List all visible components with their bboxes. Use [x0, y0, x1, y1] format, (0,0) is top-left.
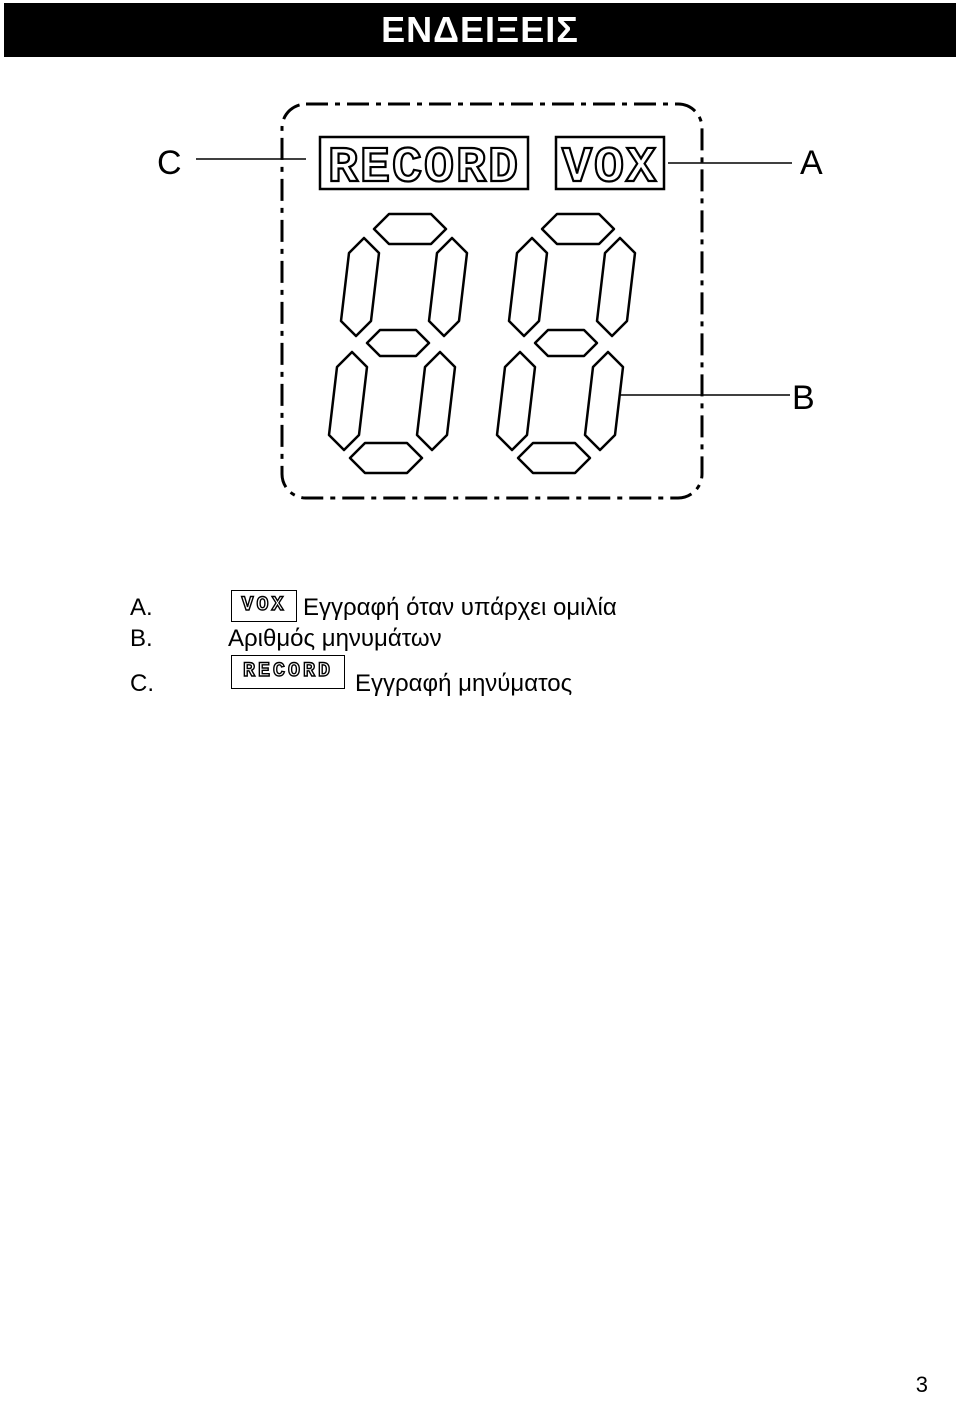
legend-letter: B.: [130, 625, 153, 652]
segment-a: [374, 214, 446, 244]
legend-letter: C.: [130, 670, 154, 697]
record-icon: RECORD: [231, 655, 345, 689]
callout-label-c: C: [157, 144, 182, 182]
lcd-display-diagram: [0, 0, 960, 560]
segment-a: [542, 214, 614, 244]
record-indicator-label: RECORD: [327, 140, 521, 197]
page-number: 3: [915, 1372, 928, 1397]
segment-c: [585, 352, 623, 450]
vox-icon: VOX: [231, 590, 297, 622]
segment-f: [509, 238, 547, 336]
seven-segment-digit-1: [329, 214, 467, 473]
legend-description: Εγγραφή μηνύματος: [355, 670, 573, 697]
segment-g: [367, 330, 429, 356]
segment-b: [597, 238, 635, 336]
segment-d: [518, 443, 590, 473]
segment-b: [429, 238, 467, 336]
segment-e: [329, 352, 367, 450]
vox-indicator-label: VOX: [561, 140, 659, 197]
segment-g: [535, 330, 597, 356]
callout-label-b: B: [792, 379, 815, 417]
segment-e: [497, 352, 535, 450]
legend-description: Εγγραφή όταν υπάρχει ομιλία: [303, 594, 617, 621]
legend-description: Αριθμός μηνυμάτων: [228, 625, 442, 652]
page-title-text: ΕΝΔΕΙΞΕΙΣ: [381, 9, 579, 50]
segment-c: [417, 352, 455, 450]
segment-d: [350, 443, 422, 473]
segment-f: [341, 238, 379, 336]
legend-letter: A.: [130, 594, 153, 621]
callout-label-a: A: [800, 144, 823, 182]
seven-segment-digit-2: [497, 214, 635, 473]
